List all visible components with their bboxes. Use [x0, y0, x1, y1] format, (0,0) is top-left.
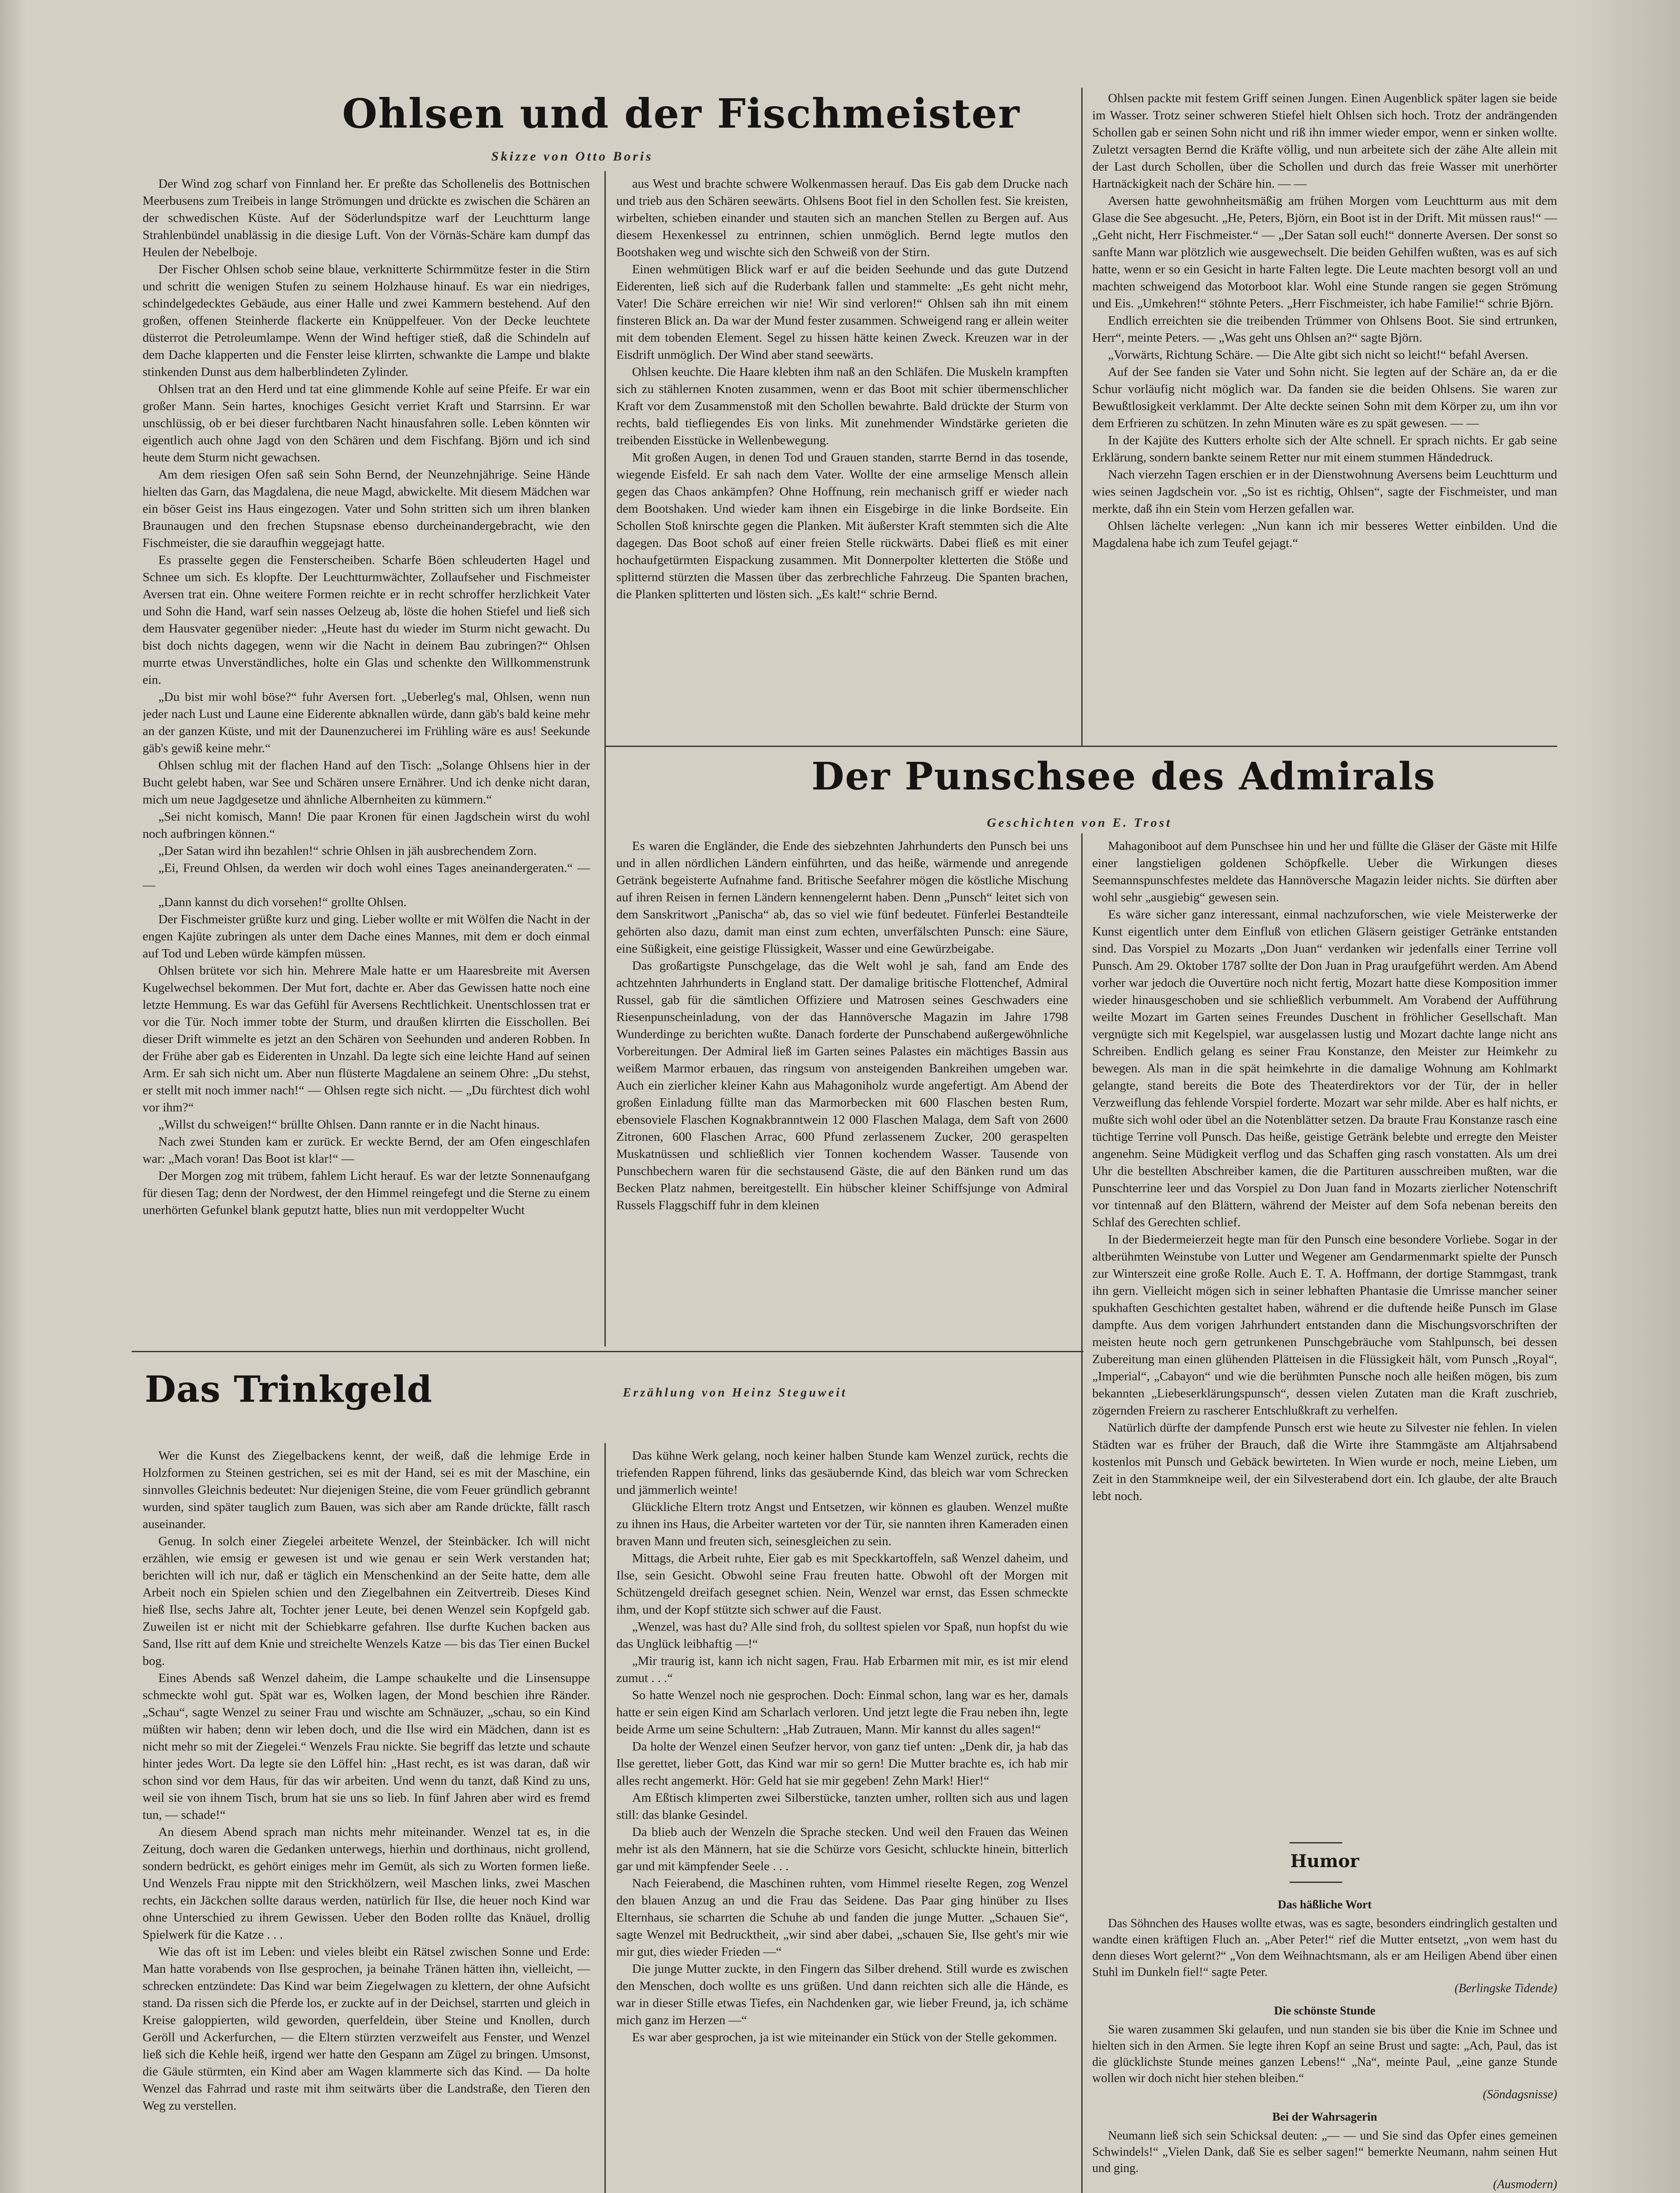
column-rule	[604, 1443, 606, 2193]
paragraph: Der Morgen zog mit trübem, fahlem Licht herauf. Es war der letzte Sonnenaufgang für diesen Tag; denn der Nordwest, der den Himmel reingefegt und die Sterne zu einem unerhörten Gefunkel blank geputzt hatte, blies nun mit verdoppelter Wucht	[143, 1169, 590, 1217]
byline-punschsee: Geschichten von E. Trost	[987, 816, 1172, 830]
paragraph: Das großartigste Punschgelage, das die Welt wohl je sah, fand am Ende des achtzehnten Jahrhunderts in England statt. Der damalige britische Flottenchef, Admiral Russel, gab für die sämtlichen Offiziere und Matrosen seines Geschwaders eine Riesenpunscheinladung, von der das Hannöversche Magazin im Jahre 1798 Wunderdinge zu berichten wußte. Danach forderte der Punschabend außergewöhnliche Vorbereitungen. Der Admiral ließ im Garten seines Palastes ein mächtiges Bassin aus weißem Marmor erbauen, das ringsum von ansteigenden Bankreihen umgeben war. Auch ein zierlicher kleiner Kahn aus Mahagoniholz wurde angefertigt. Am Abend der großen Einladung füllte man das Marmorbecken mit 600 Flaschen besten Rum, ebensoviele Flaschen Kognakbranntwein 12 000 Flaschen Malaga, dem Saft von 2600 Zitronen, 600 Flaschen Arrac, 600 Pfund zerlassenem Zucker, 200 geraspelten Muskatnüssen und schließlich vier Tonnen kochendem Wasser. Tausende von Punschbechern waren für die sechstausend Gäste, die auf den Bänken rund um das Becken Platz nahmen, bereitgestellt. Ein hübscher kleiner Schiffsjunge von Admiral Russels Flaggschiff fuhr in dem kleinen	[616, 959, 1068, 1212]
column-rule	[604, 171, 606, 1347]
paragraph: Am Eßtisch klimperten zwei Silberstücke, tanzten umher, rollten sich aus und lagen still: das blanke Gesindel.	[616, 1791, 1068, 1822]
paragraph: Mahagoniboot auf dem Punschsee hin und her und füllte die Gläser der Gäste mit Hilfe einer langstieligen goldenen Schöpfkelle. Ueber die Wirkungen dieses Seemannspunschfestes meldete das Hannöversche Magazin leider nichts. Sie dürften aber wohl sehr „ausgiebig“ gewesen sein.	[1092, 839, 1557, 904]
trinkgeld-column-1	[143, 1447, 590, 2193]
humor-subheading: Das häßliche Wort	[1277, 1898, 1372, 1911]
paragraph: Glückliche Eltern trotz Angst und Entsetzen, wir können es glauben. Wenzel mußte zu ihnen ins Haus, die Arbeiter warteten vor der Tür, sie nannten ihren Kameraden einen braven Mann und freuten sich, seinesgleichen zu sein.	[616, 1500, 1068, 1548]
paragraph: „Vorwärts, Richtung Schäre. — Die Alte gibt sich nicht so leicht!“ befahl Aversen.	[1108, 348, 1529, 362]
paragraph: Es war aber gesprochen, ja ist wie miteinander ein Stück von der Stelle gekommen.	[632, 2030, 1057, 2044]
paragraph: Da blieb auch der Wenzeln die Sprache stecken. Und weil den Frauen das Weinen mehr ist als den Männern, hat sie die Schürze vors Gesicht, schluckte hinein, bitterlich gar und mit kämpfender Seele . . .	[616, 1825, 1068, 1873]
paragraph: Ohlsen trat an den Herd und tat eine glimmende Kohle auf seine Pfeife. Er war ein großer Mann. Sein hartes, knochiges Gesicht verriet Kraft und Starrsinn. Er war unschlüssig, ob er bei dieser furchtbaren Nacht hinausfahren solle. Leben könnten wir eigentlich auch ohne Jagd von den Schären und dem Fischfang. Björn und ich sind heute dem Sturm nicht gewachsen.	[143, 382, 590, 464]
paragraph: Ohlsen brütete vor sich hin. Mehrere Male hatte er um Haaresbreite mit Aversen Kugelwechsel bekommen. Der Mut fort, dachte er. Aber das Gewissen hatte noch eine letzte Hemmung. Es war das Gefühl für Aversens Rechtlichkeit. Unentschlossen trat er vor die Tür. Noch immer tobte der Sturm, und draußen klirrten die Eisschollen. Bei dieser Drift wimmelte es jetzt an den Schären von Seehunden und anderen Robben. In der Frühe aber gab es Eiderenten in Unzahl. Da legte sich eine leichte Hand auf seinen Arm. Er sah sich nicht um. Aber nun flüsterte Magdalene an seinem Ohre: „Du stehst, er stellt mit noch immer nach!“ — Ohlsen regte sich nicht. — „Du fürchtest dich wohl vor ihm?“	[143, 964, 590, 1114]
paragraph: Es prasselte gegen die Fensterscheiben. Scharfe Böen schleuderten Hagel und Schnee um sich. Es klopfte. Der Leuchtturmwächter, Zollaufseher und Fischmeister Aversen trat ein. Ohne weitere Formen reichte er in recht schroffer herzlichkeit Vater und Sohn die Hand, warf sein nasses Oelzeug ab, löste die hohen Stiefel und ließ sich dem Hausvater gegenüber nieder: „Heute hast du wieder im Sturm nicht gewacht. Du bist doch nichts dagegen, wenn wir die Nacht in deinem Bau zubringen?“ Ohlsen murrte etwas Unverständliches, holte ein Glas und schenkte den Willkommenstrunk ein.	[143, 553, 590, 687]
humor-text: Neumann ließ sich sein Schicksal deuten: „— — und Sie sind das Opfer eines gemeinen Schwindels!“ „Vielen Dank, daß Sie es selber sagen!“ bemerkte Neumann, nahm seinen Hut und ging.	[1092, 2129, 1557, 2175]
paragraph: In der Biedermeierzeit hegte man für den Punsch eine besondere Vorliebe. Sogar in der altberühmten Weinstube von Lutter und Wegener am Gendarmenmarkt spielte der Punsch zur Winterszeit eine große Rolle. Auch E. T. A. Hoffmann, der dortige Stammgast, trank ihn gern. Vielleicht mögen sich in seiner lebhaften Phantasie die Umrisse mancher seiner spukhaften Geschichten gestaltet haben, während er die duftende heiße Punsch im Glase dampfte. Aus dem vorigen Jahrhundert entstanden dann die Mischungsvorschriften der meisten heute noch gern getrunkenen Punschgebräuche vom Stahlpunsch, bei dessen Zubereitung man einen glühenden Plätteisen in die Flüssigkeit hält, vom Punsch „Royal“, „Imperial“, „Cabayon“ und wie die berühmten Punsche noch alle heißen mögen, bis zum bekannten „Liebeserklärungspunsch“, dessen vielen Zutaten man die Kraft zuschrieb, zögernden Freiern zu rascherer Entschlußkraft zu verhelfen.	[1092, 1232, 1557, 1418]
paragraph: Ohlsen schlug mit der flachen Hand auf den Tisch: „Solange Ohlsens hier in der Bucht gelebt haben, war See und Schären unsere Ernährer. Und ich denke nicht daran, mich um neue Jagdgesetze und ähnliche Albernheiten zu kümmern.“	[143, 758, 590, 807]
paragraph: Ohlsen keuchte. Die Haare klebten ihm naß an den Schläfen. Die Muskeln krampften sich zu stählernen Knoten zusammen, wenn er das Boot mit schier übermenschlicher Kraft vor dem Zusammenstoß mit den Schollen bewahrte. Bald drückte der Sturm von rechts, bald tiefliegendes Eis von links. Mit zunehmender Windstärke gerieten die treibenden Eisstücke in Wellenbewegung.	[616, 365, 1068, 447]
paragraph: Mit großen Augen, in denen Tod und Grauen standen, starrte Bernd in das tosende, wiegende Eisfeld. Er sah nach dem Vater. Wollte der eine armselige Mensch allein gegen das Chaos ankämpfen? Ohne Hoffnung, rein mechanisch griff er wieder nach dem Bootshaken. Und wieder kam ihnen ein Eisgebirge in die linke Bordseite. Ein Schollen Stoß knirschte gegen die Planken. Mit äußerster Kraft stemmten sich die Alte dagegen. Das Boot schoß auf einer freien Stelle rückwärts. Dabei fließ es mit einer hochaufgetürmten Eispackung zusammen. Mit Donnerpolter kletterten die Stöße und splitternd stürzten die Massen über das zerbrechliche Fahrzeug. Die Spanten brachen, die Planken splitterten und lösten sich. „Es kalt!“ schrie Bernd.	[616, 450, 1068, 601]
paragraph: Der Wind zog scharf von Finnland her. Er preßte das Schollenelis des Bottnischen Meerbusens zum Treibeis in lange Strömungen und drückte es zwischen die Schären an der schwedischen Küste. Auf der Söderlundspitze warf der Leuchtturm lange Strahlenbündel unablässig in die diesige Luft. Von der Vörnäs-Schäre kam dumpf das Heulen der Nebelboje.	[143, 177, 590, 259]
humor-text: Sie waren zusammen Ski gelaufen, und nun standen sie bis über die Knie im Schnee und hielten sich in den Armen. Sie legte ihren Kopf an seine Brust und sagte: „Ach, Paul, das ist die glücklichste Stunde meines ganzen Lebens!“ „Na“, meinte Paul, „eine ganze Stunde wollen wir doch nicht hier stehen bleiben.“	[1092, 2023, 1557, 2085]
paragraph: Ohlsen lächelte verlegen: „Nun kann ich mir besseres Wetter einbilden. Und die Magdalena habe ich zum Teufel gejagt.“	[1092, 519, 1557, 550]
humor-rule-top	[1290, 1842, 1342, 1843]
paragraph: „Dann kannst du dich vorsehen!“ grollte Ohlsen.	[158, 895, 407, 909]
byline-ohlsen: Skizze von Otto Boris	[491, 149, 654, 164]
paragraph: Eines Abends saß Wenzel daheim, die Lampe schaukelte und die Linsensuppe schmeckte wohl gut. Spät war es, Wolken lagen, der Mond beschien ihre Ränder. „Schau“, sagte Wenzel zu seiner Frau und wischte am Schnäuzer, „schau, so ein Kind müßten wir haben; denn wir leben doch, und die Ilse wird ein Mädchen, dann ist es nicht mehr so mit der Ziegelei.“ Wenzels Frau nickte. Sie begriff das letzte und schaute hinter jedes Wort. Da legte sie den Löffel hin: „Hast recht, es ist was daran, daß wir schon sind vor dem Haus, für das wir arbeiten. Und wenn du tanzt, daß Kind zu uns, weil sie von ihnem Tisch, brum hat sie uns so lieb. In fünf Jahren aber wird es fremd tun, — schade!“	[143, 1671, 590, 1822]
column-rule	[1081, 88, 1083, 746]
ohlsen-column-1	[143, 175, 590, 1342]
paragraph: Natürlich dürfte der dampfende Punsch erst wie heute zu Silvester nie fehlen. In vielen Städten war es früher der Brauch, daß die Wirte ihre Stammgäste am Altjahrsabend kostenlos mit Punsch und Gebäck bewirteten. In Wien wurde er noch, meine Lieben, um Zeit in den Stammkneipe weil, der ein Silvesterabend dort ein. Ich glaube, der alte Brauch lebt noch.	[1092, 1421, 1557, 1503]
paragraph: „Mir traurig ist, kann ich nicht sagen, Frau. Hab Erbarmen mit mir, es ist mir elend zumut . . .“	[616, 1654, 1068, 1685]
paragraph: Die junge Mutter zuckte, in den Fingern das Silber drehend. Still wurde es zwischen den Menschen, doch wollte es uns grüßen. Und dann reichten sich alle die Hände, es war in dieser Stille etwas Tiefes, ein Nachdenken gar, wie lieber Freund, ja, ich schäme mich ganz im Herzen —“	[616, 1962, 1068, 2027]
paragraph: Es wäre sicher ganz interessant, einmal nachzuforschen, wie viele Meisterwerke der Kunst eigentlich unter dem Einfluß von etlichen Gläsern geistiger Getränke entstanden sind. Das Vorspiel zu Mozarts „Don Juan“ verdanken wir jedenfalls einer Terrine voll Punsch. Am 29. Oktober 1787 sollte der Don Juan in Prag uraufgeführt werden. Am Abend vorher war jedoch die Ouvertüre noch nicht fertig, Mozart hatte diese Komposition immer wieder hinausgeschoben und sie schließlich verbummelt. Am Vorabend der Aufführung weilte Mozart im Garten seines Freundes Duschent in fröhlicher Gesellschaft. Man vergnügte sich mit Kegelspiel, war ausgelassen lustig und Mozart dachte lange nicht ans Schreiben. Endlich gelang es seiner Frau Konstanze, den Meister zur Heimkehr zu bewegen. Als man in die spät heimkehrte in die damalige Wohnung am Kohlmarkt gelangte, stand bereits die Bote des Theaterdirektors vor der Tür, der in heller Verzweiflung das fehlende Vorspiel forderte. Mozart war sehr milde. Aber es half nichts, er mußte sich wohl oder übel an die Notenblätter setzen. Da braute Frau Konstanze rasch eine tüchtige Terrine voll Punsch. Das heiße, geistige Getränk belebte und erregte den Meister angenehm. Seine Müdigkeit verflog und das Schaffen ging rasch vonstatten. Als um drei Uhr die bestellten Abschreiber kamen, die die Partituren ausschreiben mußten, war die Punschterrine leer und das Vorspiel zu Don Juan fand in Mozarts zierlicher Notenschrift vor tintennaß auf den Blättern, während der Meister auf dem Sofa nebenan bereits den Schlaf des Gerechten schlief.	[1092, 907, 1557, 1229]
paragraph: Nach zwei Stunden kam er zurück. Er weckte Bernd, der am Ofen eingeschlafen war: „Mach voran! Das Boot ist klar!“ —	[143, 1135, 590, 1166]
paragraph: Wie das oft ist im Leben: und vieles bleibt ein Rätsel zwischen Sonne und Erde: Man hatte vorabends von Ilse gesprochen, ja beinahe Tränen hätten ihn, vielleicht, — schrecken entzündete: Das Kind war beim Ziegelwagen zu klettern, der ohne Aufsicht stand. Da rissen sich die Pferde los, er zuckte auf in der Deichsel, starrten und gleich in Kreise galoppierten, wild geworden, querfeldein, über Steine und Knollen, durch Geröll und Ackerfurchen, — die Eltern stürzten verzweifelt aus Fenster, und Wenzel ließ sich die Kehle heiß, irgend wer hatte den Gespann am Zügel zu bringen. Umsonst, die Gäule stürmten, ein Kind aber am Wagen klammerte sich das Kind. — Da holte Wenzel das Fahrrad und raste mit ihm seitwärts über die Landstraße, den Tieren den Weg zu verstellen.	[143, 1945, 590, 2113]
paragraph: An diesem Abend sprach man nichts mehr miteinander. Wenzel tat es, in die Zeitung, doch waren die Gedanken unterwegs, hierhin und dorthinaus, nicht grollend, sondern bedrückt, es gehört einiges mehr im Gemüt, als sich zu Worten formen ließe. Und Wenzels Frau nippte mit den Strickhölzern, weil Maschen links, zwei Maschen rechts, ein Jäckchen sollte daraus werden, natürlich für Ilse, die heuer noch Kind war ohne Unterschied zu ihrem Gewissen. Ueber den Boden rollte das Knäuel, drollig Spielwerk für die Katze . . .	[143, 1825, 590, 1942]
paragraph: Aversen hatte gewohnheitsmäßig am frühen Morgen vom Leuchtturm aus mit dem Glase die See abgesucht. „He, Peters, Björn, ein Boot ist in der Drift. Mit müssen raus!“ — „Geht nicht, Herr Fischmeister.“ — „Der Satan soll euch!“ donnerte Aversen. Der sonst so sanfte Mann war plötzlich wie ausgewechselt. Die beiden Gehilfen wußten, was es auf sich hatte, wenn er so ein Gesicht in harte Falten legte. Die Leute machten besorgt voll an und machten schweigend das Motorboot klar. Wohl eine Stunde rangen sie gegen Strömung und Eis. „Umkehren!“ stöhnte Peters. „Herr Fischmeister, ich habe Familie!“ schrie Björn.	[1092, 194, 1557, 311]
humor-credit: (Berlingske Tidende)	[1454, 1982, 1557, 1995]
punschsee-column-2	[1092, 838, 1557, 1772]
paragraph: So hatte Wenzel noch nie gesprochen. Doch: Einmal schon, lang war es her, damals hatte er sein eigen Kind am Scharlach verloren. Und jetzt legte die Frau neben ihn, legte beide Arme um seine Schultern: „Hab Zutrauen, Mann. Mir kannst du alles sagen!“	[616, 1688, 1068, 1736]
paragraph: „Willst du schweigen!“ brüllte Ohlsen. Dann rannte er in die Nacht hinaus.	[158, 1118, 540, 1132]
ohlsen-column-3	[1092, 90, 1557, 721]
humor-rule-bottom	[1290, 1882, 1342, 1883]
paragraph: „Sei nicht komisch, Mann! Die paar Kronen für einen Jagdschein wirst du wohl noch aufbringen können.“	[143, 810, 590, 841]
paragraph: Genug. In solch einer Ziegelei arbeitete Wenzel, der Steinbäcker. Ich will nicht erzählen, wie emsig er gewesen ist und wie genau er sein Werk verstanden hat; berichten will ich nur, daß er täglich ein Menschenkind an der Seite hatte, dem alle Arbeit noch ein Spielen schien und den Ziegelbahnen ein Zeitvertreib. Dieses Kind hieß Ilse, sechs Jahre alt, Tochter jener Leute, bei denen Wenzel sein Kopfgeld gab. Zuweilen ist er nicht mit der Schiebkarre gefahren. Ilse durfte Kuchen backen aus Sand, Ilse ritt auf dem Knie und streichelte Wenzels Katze — bis das Tier einen Buckel bog.	[143, 1534, 590, 1668]
paragraph: Nach vierzehn Tagen erschien er in der Dienstwohnung Aversens beim Leuchtturm und wies seinen Jagdschein vor. „So ist es richtig, Ohlsen“, sagte der Fischmeister, und man merkte, daß ihn ein Stein vom Herzen gefallen war.	[1092, 468, 1557, 516]
paragraph: Wer die Kunst des Ziegelbackens kennt, der weiß, daß die lehmige Erde in Holzformen zu Steinen gestrichen, sei es mit der Hand, sei es mit der Maschine, ein sinnvolles Gleichnis bedeutet: Nur diejenigen Steine, die vom Feuer gründlich gebrannt wurden, sind später tauglich zum Bauen, was sich aber am Rande drückte, fällt rasch auseinander.	[143, 1449, 590, 1531]
humor-credit: (Ausmodern)	[1493, 2178, 1557, 2191]
paragraph: aus West und brachte schwere Wolkenmassen herauf. Das Eis gab dem Drucke nach und trieb aus den Schären seewärts. Ohlsens Boot fiel in den Schollen fest. Sie kreisten, wirbelten, schieben einander und stauten sich an manchen Stellen zu Bergen auf. Aus diesem Hexenkessel zu entrinnen, schien unmöglich. Bernd legte mutlos den Bootshaken weg und wischte sich den Schweiß von der Stirn.	[616, 177, 1068, 259]
humor-subheading: Bei der Wahrsagerin	[1272, 2110, 1377, 2123]
humor-text: Das Söhnchen des Hauses wollte etwas, was es sagte, besonders eindringlich gestalten und wandte einen kräftigen Fluch an. „Aber Peter!“ rief die Mutter entsetzt, „von wem hast du denn dieses Wort gelernt?“ „Von dem Weihnachtsmann, als er am Heiligen Abend über einen Stuhl im Dunkeln fiel!“ sagte Peter.	[1092, 1917, 1557, 1979]
paragraph: Da holte der Wenzel einen Seufzer hervor, von ganz tief unten: „Denk dir, ja hab das Ilse gerettet, lieber Gott, das Kind war mir so gern! Die Mutter brachte es, ich hab mir alles recht angemerkt. Hör: Geld hat sie mir gegeben! Zehn Mark! Hier!“	[616, 1739, 1068, 1788]
byline-trinkgeld: Erzählung von Heinz Steguweit	[623, 1386, 847, 1400]
punschsee-column-1	[616, 838, 1068, 1364]
paragraph: „Du bist mir wohl böse?“ fuhr Aversen fort. „Ueberleg's mal, Ohlsen, wenn nun jeder nach Lust und Laune eine Eiderente abknallen würde, dann gäb's bald keine mehr an der ganzen Küste, und mit der Daunenzucherei im Frühling wäre es aus! Seekunde gäb's gewiß keine mehr.“	[143, 690, 590, 755]
headline-punschsee: Der Punschsee des Admirals	[811, 754, 1436, 799]
paragraph: Einen wehmütigen Blick warf er auf die beiden Seehunde und das gute Dutzend Eiderenten, ließ sich auf die Ruderbank fallen und stammelte: „Es geht nicht mehr, Vater! Die Schäre erreichen wir nie! Wir sind verloren!“ Ohlsen sah ihn mit einem finsteren Blick an. Da war der Mund fester zusammen. Schweigend rang er allein weiter mit dem tobenden Element. Segel zu hissen hätte keinen Zweck. Kreuzen war in der Eisdrift unmöglich. Der Wind aber stand seewärts.	[616, 262, 1068, 362]
paragraph: „Der Satan wird ihn bezahlen!“ schrie Ohlsen in jäh ausbrechendem Zorn.	[158, 844, 537, 858]
paragraph: In der Kajüte des Kutters erholte sich der Alte schnell. Er sprach nichts. Er gab seine Erklärung, sondern bankte seinem Retter nur mit einem stummen Händedruck.	[1092, 433, 1557, 464]
humor-credit: (Söndagsnisse)	[1483, 2088, 1557, 2101]
paragraph: Nach Feierabend, die Maschinen ruhten, vom Himmel rieselte Regen, zog Wenzel den blauen Anzug an und die Frau das Seidene. Das Paar ging hinüber zu Ilses Elternhaus, sie scharrten die Schuhe ab und fanden die junge Mutter. „Schauen Sie“, sagte Wenzel mit Bedrucktheit, „wir sind aber dabei, „schauen Sie, Ilse geht's mir wie mir gut, dies wieder Frieden —“	[616, 1876, 1068, 1959]
column-rule	[1081, 833, 1083, 2193]
trinkgeld-column-2	[616, 1447, 1068, 2193]
section-rule	[132, 1351, 1083, 1352]
paragraph: Das kühne Werk gelang, noch keiner halben Stunde kam Wenzel zurück, rechts die triefenden Rappen führend, links das gesäubernde Kind, das bleich war vom Schrecken und jämmerlich weinte!	[616, 1449, 1068, 1497]
humor-column	[1092, 1890, 1557, 2193]
paragraph: Der Fischmeister grüßte kurz und ging. Lieber wollte er mit Wölfen die Nacht in der engen Kajüte zubringen als unter dem Dache eines Mannes, mit dem er doch einmal auf Tod und Leben würde kämpfen müssen.	[143, 912, 590, 961]
paragraph: Endlich erreichten sie die treibenden Trümmer von Ohlsens Boot. Sie sind ertrunken, Herr“, meinte Peters. — „Was geht uns Ohlsen an?“ sagte Björn.	[1092, 314, 1557, 345]
paragraph: Auf der See fanden sie Vater und Sohn nicht. Sie legten auf der Schäre an, da er die Schur vorläufig nicht möglich war. Da fanden sie die beiden Ohlsens. Sie waren zur Bewußtlosigkeit verklammt. Der Alte deckte seinen Sohn mit dem Körper zu, um ihn vor dem Erfrieren zu schützen. In zehn Minuten wäre es zu spät gewesen. — —	[1092, 365, 1557, 430]
paragraph: „Wenzel, was hast du? Alle sind froh, du solltest spielen vor Spaß, nun hopfst du wie das Unglück leibhaftig —!“	[616, 1620, 1068, 1651]
paragraph: Mittags, die Arbeit ruhte, Eier gab es mit Speckkartoffeln, saß Wenzel daheim, und Ilse, sein Gesicht. Obwohl seine Frau freuten hatte. Obwohl oft der Morgen mit Schützengeld dreifach gesegnet schien. Nein, Wenzel war ernst, das Essen schmeckte ihm, und der Kopf stützte sich schwer auf die Faust.	[616, 1551, 1068, 1617]
paragraph: Ohlsen packte mit festem Griff seinen Jungen. Einen Augenblick später lagen sie beide im Wasser. Trotz seiner schweren Stiefel hielt Ohlsen sich hoch. Trotz der andrängenden Schollen gab er seinen Sohn nicht und riß ihn immer wieder empor, wenn er sinken wollte. Zuletzt versagten Bernd die Kräfte völlig, und nun arbeitete sich der zähe Alte allein mit der Last durch Schollen, über die Schollen und durch das freie Wasser mit unerhörter Hartnäckigkeit nach der Schäre hin. — —	[1092, 91, 1557, 191]
paragraph: Es waren die Engländer, die Ende des siebzehnten Jahrhunderts den Punsch bei uns und in allen nördlichen Ländern einführten, und das heiße, wärmende und anregende Getränk begeisterte Aufnahme fand. Britische Seefahrer mögen die köstliche Mischung auf ihren Reisen in fernen Ländern kennengelernt haben. Denn „Punsch“ leitet sich von dem Sanskritwort „Panischa“ ab, das so viel wie fünf bedeutet. Fünferlei Bestandteile gehörten also dazu, damit man einst zum echten, unverfälschten Punsch: eine Säure, eine Süßigkeit, eine geistige Flüssigkeit, Wasser und eine Gewürzbeigabe.	[616, 839, 1068, 956]
headline-ohlsen: Ohlsen und der Fischmeister	[342, 90, 1020, 137]
ohlsen-column-2	[616, 175, 1068, 732]
paragraph: Am dem riesigen Ofen saß sein Sohn Bernd, der Neunzehnjährige. Seine Hände hielten das Garn, das Magdalena, die neue Magd, abwickelte. Mit diesem Mädchen war ein böser Geist ins Haus eingezogen. Vater und Sohn stritten sich um ihren blanken Braunaugen und den frechen Stupsnase ebenso durcheinandergebracht, wie den Fischmeister, die sie daraufhin weggejagt hatte.	[143, 468, 590, 550]
headline-trinkgeld: Das Trinkgeld	[145, 1368, 433, 1411]
humor-subheading: Die schönste Stunde	[1274, 2004, 1376, 2017]
humor-heading: Humor	[1290, 1851, 1359, 1872]
paragraph: Der Fischer Ohlsen schob seine blaue, verknitterte Schirmmütze fester in die Stirn und schritt die wenigen Stufen zu seinem Holzhause hinauf. Es war ein niedriges, schindelgedecktes Gebäude, aus einer Halle und zwei Kammern bestehend. Auf den großen, offenen Steinherde flackerte ein Knüppelfeuer. Von der Decke leuchtete düsterrot die Petroleumlampe. Wenn der Wind heftiger stieß, daß die Schindeln auf dem Dache klapperten und die Fenster leise klirrten, schwankte die Lampe und blakte stinkenden Dunst aus dem halberblindeten Zylinder.	[143, 262, 590, 379]
paragraph: „Ei, Freund Ohlsen, da werden wir doch wohl eines Tages aneinandergeraten.“ — —	[143, 861, 590, 892]
section-rule	[605, 746, 1557, 747]
